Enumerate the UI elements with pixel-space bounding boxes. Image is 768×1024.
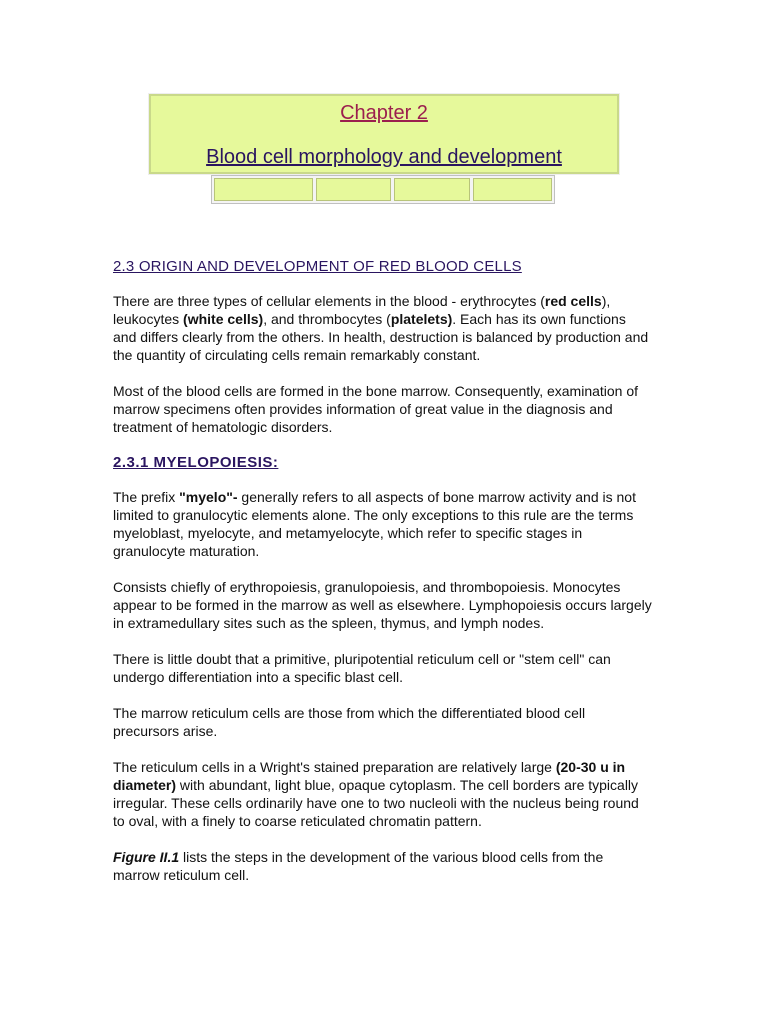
nav-cell-4[interactable] [473, 178, 552, 201]
nav-cell-3[interactable] [394, 178, 470, 201]
chapter-title-link[interactable]: Blood cell morphology and development [206, 146, 562, 168]
nav-cell-2[interactable] [316, 178, 392, 201]
chapter-header [149, 94, 619, 174]
paragraph-myelo-prefix: The prefix "myelo"- generally refers to all aspects of bone marrow activity and is not limited to granulocytic elements alone. The only exceptions to this rule are the terms myeloblast, myelocyte, and metamyelocyte, which refer to specific stages in granulocyte maturation. [113, 489, 636, 559]
nav-cell-1[interactable] [214, 178, 313, 201]
paragraph-cell-types: There are three types of cellular elements in the blood - erythrocytes (red cells), leukocytes (white cells), and thrombocytes (platelets). Each has its own functions and differs clearly from the others. In health, destruction is balanced by production and the quantity of circulating cells remain remarkably constant. [113, 293, 649, 363]
paragraph-wright-stain: The reticulum cells in a Wright's stained preparation are relatively large (20-30 u in diameter) with abundant, light blue, opaque cytoplasm. The cell borders are typically irregular. These cells ordinarily have one to two nucleoli with the nucleus being round to oval, with a finely to coarse reticulated chromatin pattern. [113, 759, 639, 829]
paragraph-reticulum-cells: The marrow reticulum cells are those from which the differentiated blood cell precursors arise. [113, 705, 586, 739]
paragraph-bone-marrow: Most of the blood cells are formed in the bone marrow. Consequently, examination of marrow specimens often provides information of great value in the diagnosis and treatment of hematologic disorders. [113, 383, 639, 435]
section-heading: 2.3 ORIGIN AND DEVELOPMENT OF RED BLOOD CELLS [113, 258, 522, 275]
paragraph-figure-reference: Figure II.1 lists the steps in the development of the various blood cells from the marrow reticulum cell. [113, 849, 604, 883]
chapter-nav-bar [211, 175, 555, 204]
subsection-heading: 2.3.1 MYELOPOIESIS: [113, 454, 279, 471]
chapter-link[interactable]: Chapter 2 [340, 102, 428, 124]
paragraph-myelopoiesis-consists: Consists chiefly of erythropoiesis, granulopoiesis, and thrombopoiesis. Monocytes appear to be formed in the marrow as well as elsewhere. Lymphopoiesis occurs largely in extramedullary sites such as the spleen, thymus, and lymph nodes. [113, 579, 652, 631]
paragraph-stem-cell: There is little doubt that a primitive, pluripotential reticulum cell or "stem cell" can undergo differentiation into a specific blast cell. [113, 651, 611, 685]
article-body [113, 258, 653, 902]
figure-reference-link: Figure II.1 [113, 849, 180, 865]
